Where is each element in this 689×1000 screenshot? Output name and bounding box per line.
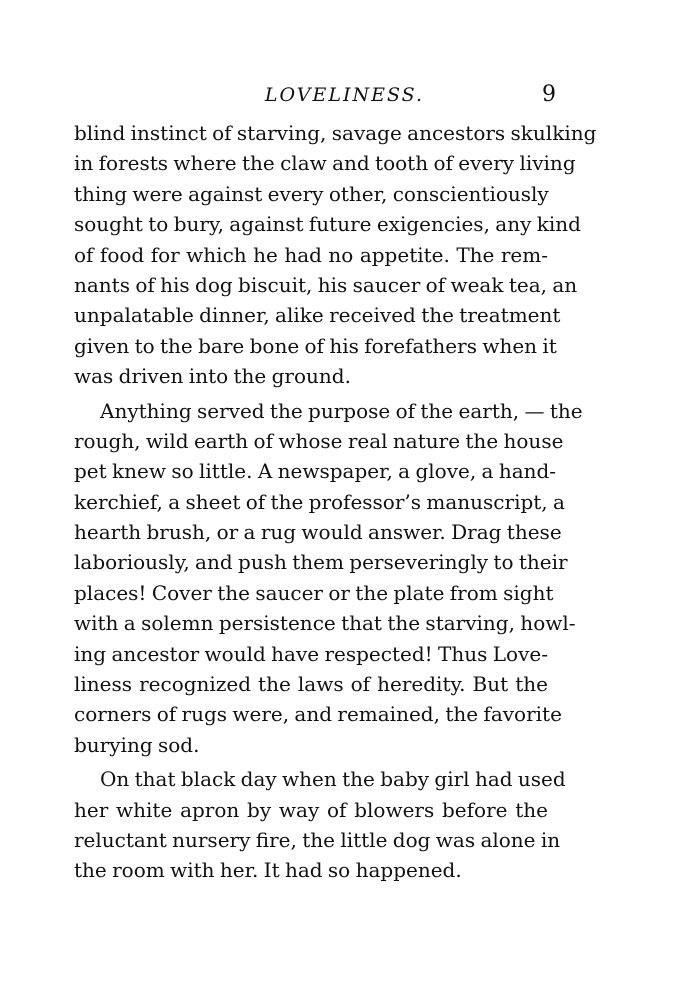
page-number: 9 <box>542 82 556 107</box>
text-line: On that black day when the baby girl had used <box>100 767 566 792</box>
text-line: kerchief, a sheet of the professor’s manuscript, a <box>74 489 565 514</box>
text-line: was driven into the ground. <box>74 364 351 389</box>
text-line: thing were against every other, conscientiously <box>74 181 549 206</box>
page-header <box>0 84 689 114</box>
text-line: burying sod. <box>74 732 200 757</box>
text-line: sought to bury, against future exigencies, any kind <box>74 212 581 237</box>
text-line: liness recognized the laws of heredity. But the <box>74 672 548 697</box>
text-line: the room with her. It had so happened. <box>74 858 462 883</box>
text-line: unpalatable dinner, alike received the treatment <box>74 303 561 328</box>
text-line: given to the bare bone of his forefathers when it <box>74 333 557 358</box>
paragraph-3 <box>74 764 566 886</box>
text-line: in forests where the claw and tooth of every living <box>74 151 576 176</box>
text-line: blind instinct of starving, savage ancestors skulking <box>74 121 597 145</box>
text-line: corners of rugs were, and remained, the favorite <box>74 702 562 727</box>
text-line: of food for which he had no appetite. The rem- <box>74 242 548 267</box>
text-line: her white apron by way of blowers before the <box>74 797 548 822</box>
text-line: pet knew so little. A newspaper, a glove, a hand- <box>74 459 557 484</box>
paragraph-2 <box>74 396 583 761</box>
text-line: nants of his dog biscuit, his saucer of weak tea, an <box>74 272 578 297</box>
text-line: reluctant nursery fire, the little dog was alone in <box>74 827 561 852</box>
body-text <box>74 118 597 886</box>
text-line: laboriously, and push them perseveringly to their <box>74 550 568 575</box>
running-title: LOVELINESS. <box>264 84 425 106</box>
text-line: with a solemn persistence that the starving, howl- <box>74 611 576 636</box>
text-line: ing ancestor would have respected! Thus Love- <box>74 641 548 666</box>
text-line: rough, wild earth of whose real nature the house <box>74 428 564 453</box>
paragraph-1 <box>74 118 597 392</box>
text-line: hearth brush, or a rug would answer. Drag these <box>74 520 562 545</box>
text-line: Anything served the purpose of the earth, — the <box>100 398 583 423</box>
text-line: places! Cover the saucer or the plate from sight <box>74 580 554 605</box>
